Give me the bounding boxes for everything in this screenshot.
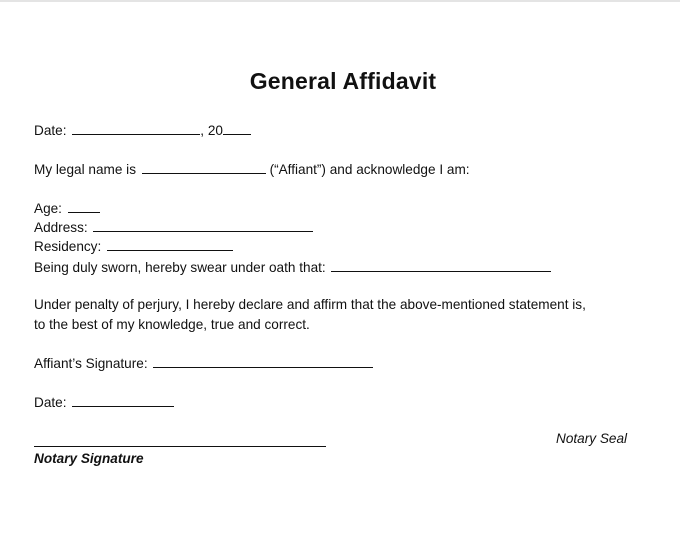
- residency-row: [34, 237, 233, 256]
- date-field[interactable]: [72, 121, 200, 135]
- affiant-signature-row: [34, 354, 373, 373]
- date2-label: Date:: [34, 395, 67, 410]
- date2-field[interactable]: [72, 393, 174, 407]
- date2-row: [34, 393, 174, 412]
- notary-signature-line[interactable]: [34, 446, 326, 447]
- legal-name-row: [34, 160, 470, 179]
- year-prefix: , 20: [200, 123, 223, 138]
- document-title: General Affidavit: [249, 68, 437, 94]
- legal-name-suffix: (“Affiant”) and acknowledge I am:: [269, 162, 470, 177]
- age-field[interactable]: [68, 199, 100, 213]
- declaration-line-2: to the best of my knowledge, true and correct.: [34, 317, 310, 332]
- residency-label: Residency:: [34, 239, 102, 254]
- residency-field[interactable]: [107, 237, 233, 251]
- date-label: Date:: [34, 123, 67, 138]
- address-field[interactable]: [93, 218, 313, 232]
- address-row: [34, 218, 313, 237]
- address-label: Address:: [34, 220, 88, 235]
- affiant-signature-field[interactable]: [153, 354, 373, 368]
- date-row: [34, 121, 251, 140]
- notary-seal-label: Notary Seal: [556, 431, 628, 446]
- sworn-statement-field[interactable]: [331, 258, 551, 272]
- legal-name-field[interactable]: [142, 160, 266, 174]
- declaration-line-1: Under penalty of perjury, I hereby declare and affirm that the above-mentioned statement is,: [34, 297, 586, 312]
- sworn-label: Being duly sworn, hereby swear under oath that:: [34, 260, 326, 275]
- notary-signature-label: Notary Signature: [34, 451, 144, 466]
- legal-name-prefix: My legal name is: [34, 162, 136, 177]
- age-row: [34, 199, 100, 218]
- sworn-row: [34, 258, 551, 277]
- year-field[interactable]: [223, 121, 251, 135]
- affiant-signature-label: Affiant’s Signature:: [34, 356, 148, 371]
- age-label: Age:: [34, 201, 62, 216]
